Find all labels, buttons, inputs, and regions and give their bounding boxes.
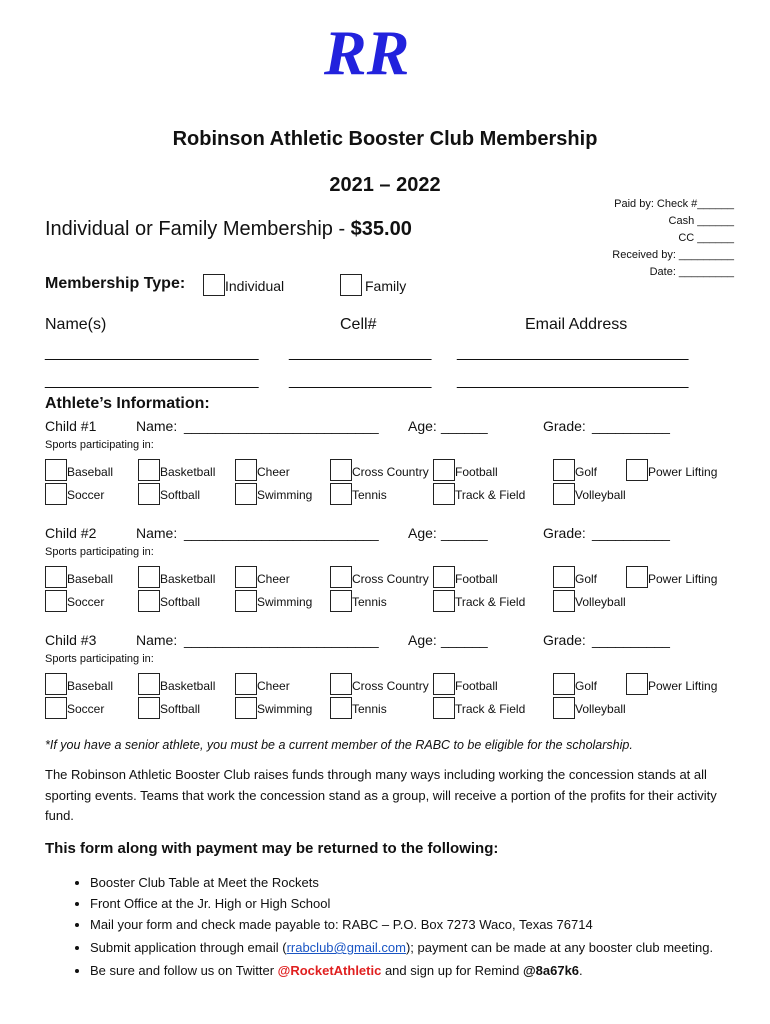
name-line-1[interactable]: ________________________ (45, 344, 259, 361)
sport-label: Tennis (352, 488, 387, 502)
list-item-text: Booster Club Table at Meet the Rockets (90, 875, 319, 890)
return-heading: This form along with payment may be returned to the following: (45, 840, 499, 857)
sport-label: Baseball (67, 572, 114, 586)
sport-checkbox[interactable] (235, 566, 257, 588)
child-name-label: Name: (136, 632, 178, 648)
name-line-2[interactable]: ________________________ (45, 372, 259, 389)
paid-cash: Cash ______ (668, 215, 734, 227)
sport-checkbox[interactable] (330, 590, 352, 612)
sport-label: Power Lifting (648, 572, 718, 586)
sport-label: Cross Country (352, 679, 429, 693)
senior-note: *If you have a senior athlete, you must be a current member of the RABC to be eligible for the scholarship. (45, 738, 633, 752)
sport-checkbox[interactable] (626, 673, 648, 695)
child-age-label: Age: (408, 418, 437, 434)
child-age-input[interactable]: ______ (441, 632, 488, 648)
sports-participating-label: Sports participating in: (45, 546, 154, 558)
sport-checkbox[interactable] (553, 673, 575, 695)
sport-checkbox[interactable] (553, 566, 575, 588)
sport-checkbox[interactable] (235, 483, 257, 505)
list-item-text: and sign up for Remind (381, 963, 523, 978)
sport-checkbox[interactable] (235, 590, 257, 612)
list-item (90, 937, 750, 958)
list-item-text: Be sure and follow us on Twitter (90, 963, 278, 978)
cell-line-1[interactable]: ________________ (289, 344, 432, 361)
sport-label: Softball (160, 595, 201, 609)
child-age-input[interactable]: ______ (441, 525, 488, 541)
sport-label: Softball (160, 488, 201, 502)
child-age-input[interactable]: ______ (441, 418, 488, 434)
sport-label: Cheer (257, 465, 290, 479)
sport-label: Golf (575, 679, 598, 693)
sport-checkbox[interactable] (45, 673, 67, 695)
sport-checkbox[interactable] (626, 459, 648, 481)
list-item-text: Mail your form and check made payable to: RABC – P.O. Box 7273 Waco, Texas 76714 (90, 917, 593, 932)
payment-box (612, 196, 734, 281)
child-name-label: Name: (136, 418, 178, 434)
sport-label: Basketball (160, 465, 216, 479)
membership-type-label: Membership Type: (45, 275, 186, 292)
sport-checkbox[interactable] (553, 483, 575, 505)
list-item (90, 960, 750, 981)
list-item-text: . (579, 963, 583, 978)
sport-checkbox[interactable] (433, 697, 455, 719)
rr-logo-graphic (318, 14, 438, 88)
sport-checkbox[interactable] (330, 697, 352, 719)
child-name-label: Name: (136, 525, 178, 541)
sport-label: Softball (160, 702, 201, 716)
sport-label: Golf (575, 465, 598, 479)
sport-checkbox[interactable] (553, 697, 575, 719)
sport-checkbox[interactable] (433, 483, 455, 505)
email-label: Email Address (525, 316, 628, 333)
sport-checkbox[interactable] (433, 566, 455, 588)
sport-label: Baseball (67, 679, 114, 693)
child-grade-label: Grade: (543, 525, 586, 541)
child-label: Child #1 (45, 418, 97, 434)
year-range: 2021 – 2022 (329, 174, 441, 196)
sport-checkbox[interactable] (433, 459, 455, 481)
family-checkbox[interactable] (340, 274, 362, 296)
child-label: Child #3 (45, 632, 97, 648)
child-label: Child #2 (45, 525, 97, 541)
family-label: Family (365, 278, 407, 294)
sport-checkbox[interactable] (138, 566, 160, 588)
received-by: Received by: _________ (612, 249, 734, 261)
sport-checkbox[interactable] (138, 483, 160, 505)
child-grade-input[interactable]: __________ (592, 418, 670, 434)
sport-label: Cross Country (352, 465, 429, 479)
child-name-input[interactable]: _________________________ (184, 418, 379, 434)
list-item-text: ); payment can be made at any booster club meeting. (405, 940, 714, 955)
sport-checkbox[interactable] (138, 673, 160, 695)
sport-checkbox[interactable] (433, 590, 455, 612)
sport-checkbox[interactable] (553, 459, 575, 481)
sports-participating-label: Sports participating in: (45, 439, 154, 451)
sport-label: Football (455, 572, 498, 586)
individual-label: Individual (225, 278, 285, 294)
sport-checkbox[interactable] (433, 673, 455, 695)
sport-checkbox[interactable] (45, 697, 67, 719)
sport-label: Football (455, 679, 498, 693)
cell-line-2[interactable]: ________________ (289, 372, 432, 389)
sport-label: Basketball (160, 679, 216, 693)
email-link[interactable]: rrabclub@gmail.com (286, 940, 406, 955)
child-age-label: Age: (408, 525, 437, 541)
page-title: Robinson Athletic Booster Club Membership (172, 128, 598, 150)
list-item-text: Submit application through email ( (90, 940, 287, 955)
fundraising-paragraph: The Robinson Athletic Booster Club raises funds through many ways including working the concession stands at all sporting events. Teams that work the concession stand as a group, will receive a portion of the profits for their activity fund. (45, 767, 717, 823)
sport-label: Basketball (160, 572, 216, 586)
sport-checkbox[interactable] (235, 697, 257, 719)
sport-label: Tennis (352, 595, 387, 609)
sport-checkbox[interactable] (138, 697, 160, 719)
twitter-handle[interactable]: @RocketAthletic (277, 963, 382, 978)
list-item (90, 872, 750, 893)
sport-label: Swimming (257, 488, 313, 502)
sport-checkbox[interactable] (45, 459, 67, 481)
sport-checkbox[interactable] (235, 673, 257, 695)
rr-logo (318, 14, 438, 88)
sport-checkbox[interactable] (235, 459, 257, 481)
child-age-label: Age: (408, 632, 437, 648)
membership-price-line (45, 218, 412, 241)
sport-label: Power Lifting (648, 465, 718, 479)
sport-label: Track & Field (455, 702, 526, 716)
list-item (90, 893, 750, 914)
sport-label: Volleyball (575, 488, 626, 502)
individual-checkbox[interactable] (203, 274, 225, 296)
sport-label: Power Lifting (648, 679, 718, 693)
sport-label: Football (455, 465, 498, 479)
sport-checkbox[interactable] (330, 483, 352, 505)
sport-label: Soccer (67, 595, 105, 609)
sport-label: Swimming (257, 595, 313, 609)
child-grade-label: Grade: (543, 632, 586, 648)
child-grade-label: Grade: (543, 418, 586, 434)
membership-price: $35.00 (350, 218, 412, 240)
cell-label: Cell# (340, 316, 377, 333)
sport-label: Swimming (257, 702, 313, 716)
child-grade-input[interactable]: __________ (592, 525, 670, 541)
return-list (62, 872, 750, 981)
sport-label: Track & Field (455, 595, 526, 609)
sport-label: Soccer (67, 488, 105, 502)
sport-label: Golf (575, 572, 598, 586)
sport-label: Volleyball (575, 595, 626, 609)
sport-checkbox[interactable] (45, 483, 67, 505)
membership-label: Individual or Family Membership - (45, 218, 351, 240)
sport-label: Baseball (67, 465, 114, 479)
sport-label: Tennis (352, 702, 387, 716)
sports-participating-label: Sports participating in: (45, 653, 154, 665)
received-date: Date: _________ (649, 266, 734, 278)
sport-label: Cheer (257, 679, 290, 693)
sport-checkbox[interactable] (138, 590, 160, 612)
child-name-input[interactable]: _________________________ (184, 525, 379, 541)
email-line-1[interactable]: __________________________ (457, 344, 689, 361)
child-name-input[interactable]: _________________________ (184, 632, 379, 648)
sport-label: Soccer (67, 702, 105, 716)
list-item (90, 914, 750, 935)
list-item-text: Front Office at the Jr. High or High School (90, 896, 331, 911)
sport-checkbox[interactable] (626, 566, 648, 588)
sport-label: Volleyball (575, 702, 626, 716)
athletes-heading: Athlete’s Information: (45, 395, 210, 412)
child-grade-input[interactable]: __________ (592, 632, 670, 648)
names-label: Name(s) (45, 316, 107, 333)
sport-label: Cross Country (352, 572, 429, 586)
paid-by-check: Paid by: Check #______ (614, 198, 734, 210)
rr-logo-text: RR (324, 17, 410, 88)
sport-checkbox[interactable] (330, 459, 352, 481)
sport-checkbox[interactable] (138, 459, 160, 481)
sport-checkbox[interactable] (330, 566, 352, 588)
sport-checkbox[interactable] (330, 673, 352, 695)
paid-cc: CC ______ (678, 232, 734, 244)
sport-checkbox[interactable] (45, 590, 67, 612)
sport-label: Cheer (257, 572, 290, 586)
sport-checkbox[interactable] (45, 566, 67, 588)
sport-checkbox[interactable] (553, 590, 575, 612)
sport-label: Track & Field (455, 488, 526, 502)
email-line-2[interactable]: __________________________ (457, 372, 689, 389)
remind-code: @8a67k6 (522, 963, 580, 978)
